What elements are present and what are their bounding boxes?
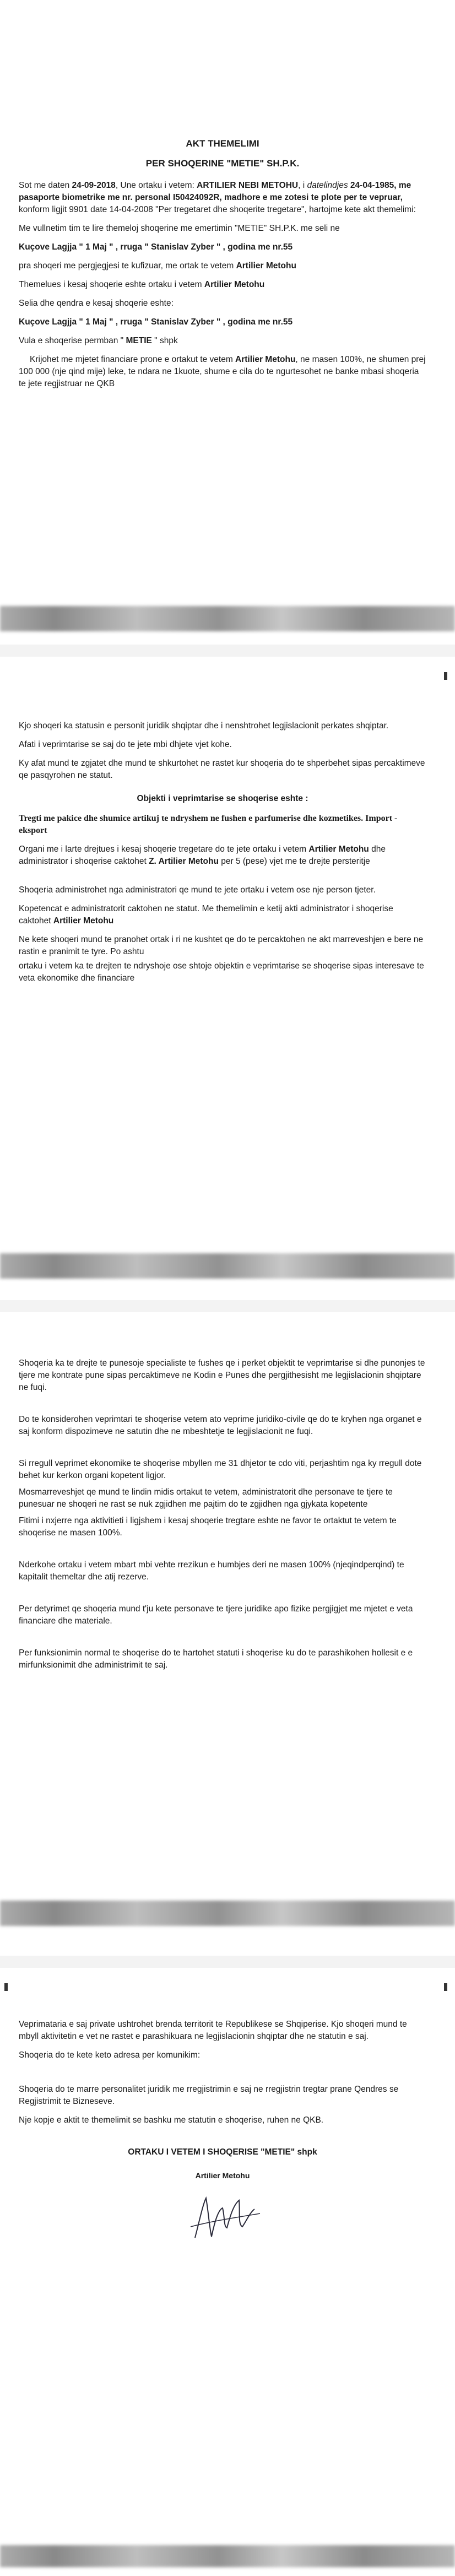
statute-paragraph: Per funksionimin normal te shoqerise do te hartohet statuti i shoqerise ku do te parashikohen hollesit e e mirfunksionimit dhe administrimit te saj. xyxy=(19,1648,413,1670)
legal-status-paragraph: Kjo shoqeri ka statusin e personit juridik shqiptar dhe i nenshtrohet legjislacionit perkates shqiptar. xyxy=(19,721,389,730)
scan-mark xyxy=(444,1983,447,1991)
governance-administrator: Z. Artilier Metohu xyxy=(149,857,219,866)
owner-name: ARTILIER NEBI METOHU xyxy=(197,181,299,190)
disputes-paragraph: Mosmarreveshjet qe mund te lindin midis ortakut te vetem, administratorit dhe personave te tjere te punesuar ne shoqeri ne rast se nuk zgjidhen me pajtim do te zgjidhen nga gjykata kopetente xyxy=(19,1487,393,1509)
seal-text-c: " shpk xyxy=(151,336,178,345)
company-address-1: Kuçove Lagjja " 1 Maj " , rruga " Stanislav Zyber " , godina me nr.55 xyxy=(19,242,293,252)
intro-text-d: konform ligjit 9901 date 14-04-2008 "Per tregetaret dhe shoqerite tregetare", hartojme kete akt themelimi: xyxy=(19,205,416,214)
governance-paragraph xyxy=(19,843,426,868)
page-2 xyxy=(0,657,455,1300)
founder-paragraph xyxy=(19,279,426,291)
objective-text: Tregti me pakice dhe shumice artikuj te ndryshem ne fushen e parfumerise dhe kozmetikes. Import - eksport xyxy=(19,814,398,835)
signature-scribble xyxy=(178,2188,267,2249)
intro-date: 24-09-2018 xyxy=(72,181,116,190)
objective-heading: Objekti i veprimtarise se shoqerise eshte : xyxy=(137,794,308,803)
extension-paragraph: Ky afat mund te zgjatet dhe mund te shkurtohet ne rastet kur shoqeria do te shperbehet sipas percaktimeve qe pasqyrohen ne statut. xyxy=(19,759,425,780)
governance-text-a: Organi me i larte drejtues i kesaj shoqerie tregetare do te jete ortaku i vetem xyxy=(19,845,309,854)
capital-paragraph xyxy=(19,354,426,390)
intro-text-b: , Une ortaku i vetem: xyxy=(115,181,197,190)
governance-text-c: dhe administrator i shoqerise caktohet xyxy=(19,845,386,866)
scan-artifact xyxy=(0,1253,455,1279)
capital-owner: Artilier Metohu xyxy=(235,355,296,364)
legal-acts-paragraph: Do te konsiderohen veprimtari te shoqerise vetem ato veprime juridiko-civile qe do te kryhen nga organet e saj konform dispozimeve ne satutin dhe ne mbeshtetje te legjislacionit ne fuqi. xyxy=(19,1415,422,1436)
scan-artifact xyxy=(0,1901,455,1926)
intro-text-a: Sot me daten xyxy=(19,181,72,190)
competence-administrator: Artilier Metohu xyxy=(53,916,114,926)
capital-text-a: Krijohet me mjetet financiare prone e ortakut te vetem xyxy=(30,355,236,364)
company-name-paragraph: Me vullnetim tim te lire themeloj shoqerine me emertimin "METIE" SH.P.K. me seli ne xyxy=(19,224,340,233)
competence-text: Kopetencat e administratorit caktohen ne statut. Me themelimin e ketij akti administrator i shoqerise caktohet xyxy=(19,904,393,926)
employment-paragraph: Shoqeria ka te drejte te punesoje specialiste te fushes qe i perket objektit te veprimtarise si dhe punonjes te tjere me kontrate pune sipas percaktimeve ne Kodin e Punes dhe pergjithesisht me legjislacionin shqiptare ne fuqi. xyxy=(19,1359,425,1392)
contact-paragraph: Shoqeria do te kete keto adresa per komunikim: xyxy=(19,2050,201,2060)
page-4-content xyxy=(19,2018,426,2249)
owner-bold-name: Artilier Metohu xyxy=(236,261,296,270)
intro-paragraph xyxy=(19,180,426,216)
governance-owner: Artilier Metohu xyxy=(308,845,369,854)
scan-artifact xyxy=(0,606,455,631)
seat-paragraph: Selia dhe qendra e kesaj shoqerie eshte: xyxy=(19,299,174,308)
page-gap xyxy=(0,1956,455,1968)
signature-heading: ORTAKU I VETEM I SHOQERISE "METIE" shpk xyxy=(128,2147,317,2157)
document-title: AKT THEMELIMI xyxy=(186,138,259,149)
scan-mark xyxy=(4,1983,8,1991)
copy-paragraph: Nje kopje e aktit te themelimit se bashku me statutin e shoqerise, ruhen ne QKB. xyxy=(19,2115,324,2125)
profit-paragraph: Fitimi i nxjerre nga aktivitieti i ligjshem i kesaj shoqerie tregtare eshte ne favor te ortaktut te vetem te shoqerise ne masen 100%. xyxy=(19,1516,397,1538)
objective-change-paragraph: ortaku i vetem ka te drejten te ndryshoje ose shtoje objektin e veprimtarise se shoqerise sipas interesave te veta ekonomike dhe financiare xyxy=(19,961,424,983)
risk-paragraph: Nderkohe ortaku i vetem mbart mbi vehte rrezikun e humbjes deri ne masen 100% (njeqindperqind) te kapitalit themeltar dhe atij rezerve. xyxy=(19,1560,404,1582)
page-3-content xyxy=(19,1357,426,1678)
fiscal-year-paragraph: Si rregull veprimet ekonomike te shoqerise mbyllen me 31 dhjetor te cdo viti, perjashtim nga ky rregull dote behet kur kerkon organi kopetent ligjor. xyxy=(19,1459,422,1480)
scan-mark xyxy=(444,672,447,680)
page-gap xyxy=(0,1300,455,1312)
page-3 xyxy=(0,1312,455,1956)
owner-text: pra shoqeri me pergjegjesi te kufizuar, me ortak te vetem xyxy=(19,261,236,270)
dob-passport: 24-04-1985, me pasaporte biometrike me nr. personal I50424092R, madhore e me zotesi te plote per te vepruar, xyxy=(19,181,411,202)
page-4 xyxy=(0,1968,455,2576)
governance-text-e: per 5 (pese) vjet me te drejte persteritje xyxy=(218,857,370,866)
page-gap xyxy=(0,645,455,657)
founder-text: Themelues i kesaj shoqerie eshte ortaku i vetem xyxy=(19,280,204,289)
page-2-content xyxy=(19,720,426,991)
page-1-content xyxy=(19,138,426,397)
page-1 xyxy=(0,0,455,645)
document-subtitle: PER SHOQERINE "METIE" SH.P.K. xyxy=(145,158,300,169)
new-partner-paragraph: Ne kete shoqeri mund te pranohet ortak i ri ne kushtet qe do te percaktohen ne akt marreveshjen e bere ne rastin e pranimit te tyre. Po ashtu xyxy=(19,935,424,956)
owner-paragraph xyxy=(19,260,426,272)
dob-label: datelindjes xyxy=(307,181,348,190)
founder-bold-name: Artilier Metohu xyxy=(204,280,265,289)
company-address-2: Kuçove Lagjja " 1 Maj " , rruga " Stanislav Zyber " , godina me nr.55 xyxy=(19,317,293,327)
scan-artifact xyxy=(0,2545,455,2567)
seal-paragraph xyxy=(19,335,426,347)
registration-paragraph: Shoqeria do te marre personalitet juridik me rregjistrimin e saj ne rregjistrin tregtar prane Qendres se Regjistrimit te Bizneseve. xyxy=(19,2085,399,2106)
handwritten-signature xyxy=(178,2188,267,2249)
capital-text-c: , ne masen 100%, ne shumen prej 100 000 (nje qind mije) leke, te ndara ne 1kuote, shume e cila do te ngurtesohet ne banke mbasi shoqeria te jete regjistruar ne QKB xyxy=(19,355,426,388)
signatory-name: Artilier Metohu xyxy=(195,2171,250,2180)
duration-paragraph: Afati i veprimtarise se saj do te jete mbi dhjete vjet kohe. xyxy=(19,740,232,749)
seal-company-name: METIE xyxy=(126,336,152,345)
administration-paragraph: Shoqeria administrohet nga administratori qe mund te jete ortaku i vetem ose nje person tjeter. xyxy=(19,885,376,895)
competence-paragraph xyxy=(19,903,426,927)
intro-text-c: , i xyxy=(298,181,307,190)
territory-paragraph: Veprimataria e saj private ushtrohet brenda territorit te Republikese se Shqiperise. Kjo shoqeri mund te mbyll aktivitetin e vet ne rastet e parashikuara ne legjislacionin shqiptar dhe ne statutin e saj. xyxy=(19,2020,407,2041)
seal-text-a: Vula e shoqerise permban " xyxy=(19,336,126,345)
liability-paragraph: Per detyrimet qe shoqeria mund t'ju kete personave te tjere juridike apo fizike pergjigjet me mjetet e veta financiare dhe materiale. xyxy=(19,1604,413,1626)
